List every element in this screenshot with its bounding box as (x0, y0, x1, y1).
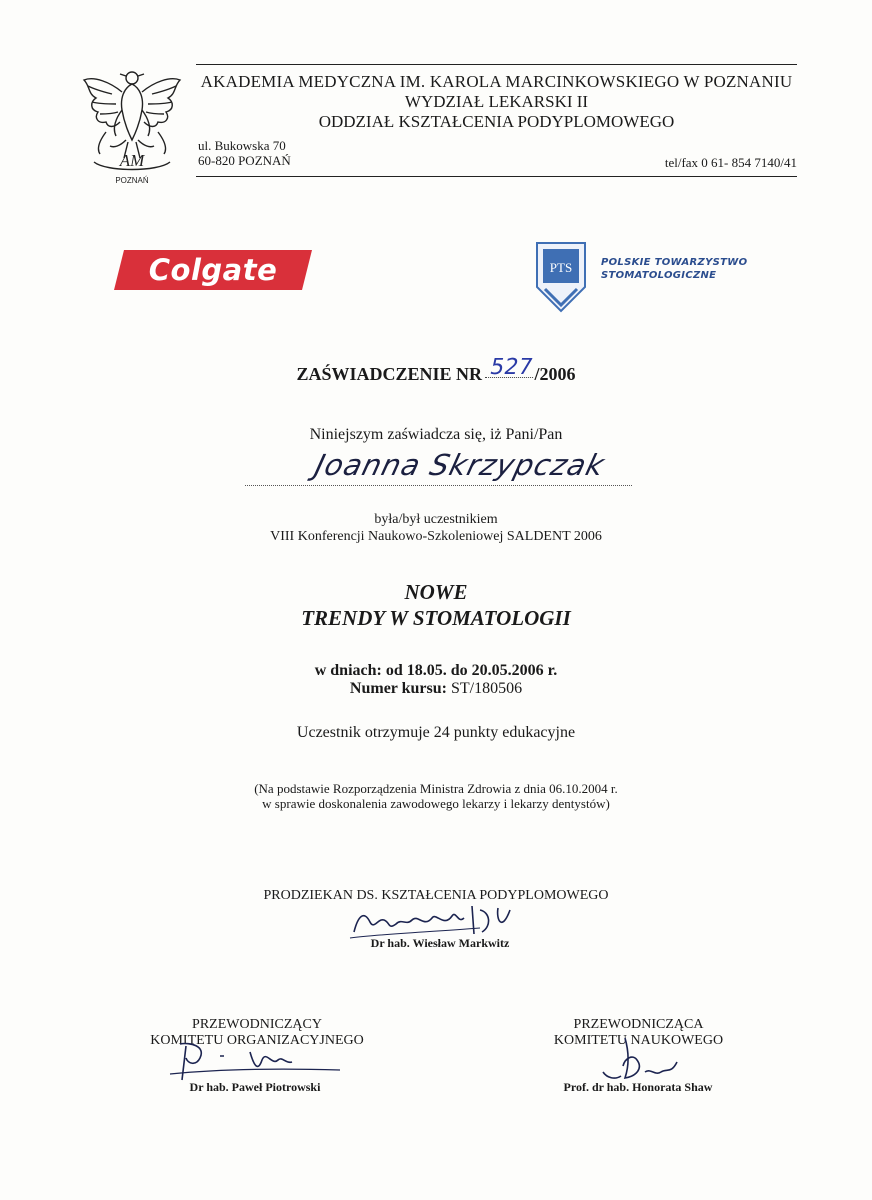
department-name: ODDZIAŁ KSZTAŁCENIA PODYPLOMOWEGO (318, 112, 675, 131)
course-title-line2: TRENDY W STOMATOLOGII (301, 606, 571, 630)
address-city: 60-820 POZNAŃ (198, 153, 291, 168)
institution-name: AKADEMIA MEDYCZNA IM. KAROLA MARCINKOWSKIEGO W POZNANIU (200, 72, 793, 91)
certificate-title-suffix: /2006 (534, 364, 576, 384)
organizing-committee-title-line2: KOMITETU ORGANIZACYJNEGO (150, 1033, 364, 1048)
scientific-committee-title-line2: KOMITETU NAUKOWEGO (553, 1033, 724, 1048)
course-number (0, 680, 872, 698)
svg-text:POZNAŃ: POZNAŃ (115, 176, 149, 185)
conference-name: VIII Konferencji Naukowo-Szkoleniowej SALDENT 2006 (270, 529, 602, 544)
certificate-number: 527 (484, 359, 536, 378)
scientific-committee-title-line1: PRZEWODNICZĄCA (573, 1017, 704, 1032)
certificate-title (0, 355, 872, 385)
participant-dotted-line (245, 484, 632, 486)
participant-name-handwritten: Joanna Skrzypczak (311, 448, 609, 482)
telfax: tel/fax 0 61- 854 7140/41 (664, 155, 797, 170)
legal-basis-line1: (Na podstawie Rozporządzenia Ministra Zdrowia z dnia 06.10.2004 r. (254, 781, 618, 796)
academy-emblem-logo (76, 62, 188, 187)
svg-text:AM: AM (119, 151, 145, 170)
address-street: ul. Bukowska 70 (198, 138, 286, 153)
pts-name-line1: POLSKIE TOWARZYSTWO (601, 257, 748, 268)
course-number-value: ST/180506 (446, 680, 523, 697)
scientific-chair-name: Prof. dr hab. Honorata Shaw (563, 1080, 713, 1094)
course-number-label: Numer kursu: (349, 680, 447, 697)
header-top-rule (196, 64, 797, 65)
header-bottom-rule (196, 176, 797, 177)
certificate-intro: Niniejszym zaświadcza się, iż Pani/Pan (309, 426, 563, 443)
participation-text: była/był uczestnikiem (374, 512, 498, 527)
certificate-title-prefix: ZAŚWIADCZENIE NR (296, 364, 487, 384)
colgate-logo-text: Colgate (148, 253, 278, 287)
dean-name: Dr hab. Wiesław Markwitz (370, 936, 510, 950)
organizing-committee-title-line1: PRZEWODNICZĄCY (192, 1017, 322, 1032)
course-dates: w dniach: od 18.05. do 20.05.2006 r. (314, 662, 558, 679)
svg-text:PTS: PTS (549, 260, 573, 275)
faculty-name: WYDZIAŁ LEKARSKI II (404, 92, 589, 111)
organizing-chair-name: Dr hab. Paweł Piotrowski (189, 1080, 321, 1094)
course-title-line1: NOWE (404, 580, 468, 604)
education-points: Uczestnik otrzymuje 24 punkty edukacyjne (296, 724, 576, 741)
dean-title: PRODZIEKAN DS. KSZTAŁCENIA PODYPLOMOWEGO (263, 888, 609, 903)
colgate-logo (114, 250, 312, 290)
pts-name-line2: STOMATOLOGICZNE (601, 270, 717, 281)
legal-basis-line2: w sprawie doskonalenia zawodowego lekarzy i lekarzy dentystów) (262, 796, 610, 811)
pts-badge-logo (533, 241, 589, 313)
